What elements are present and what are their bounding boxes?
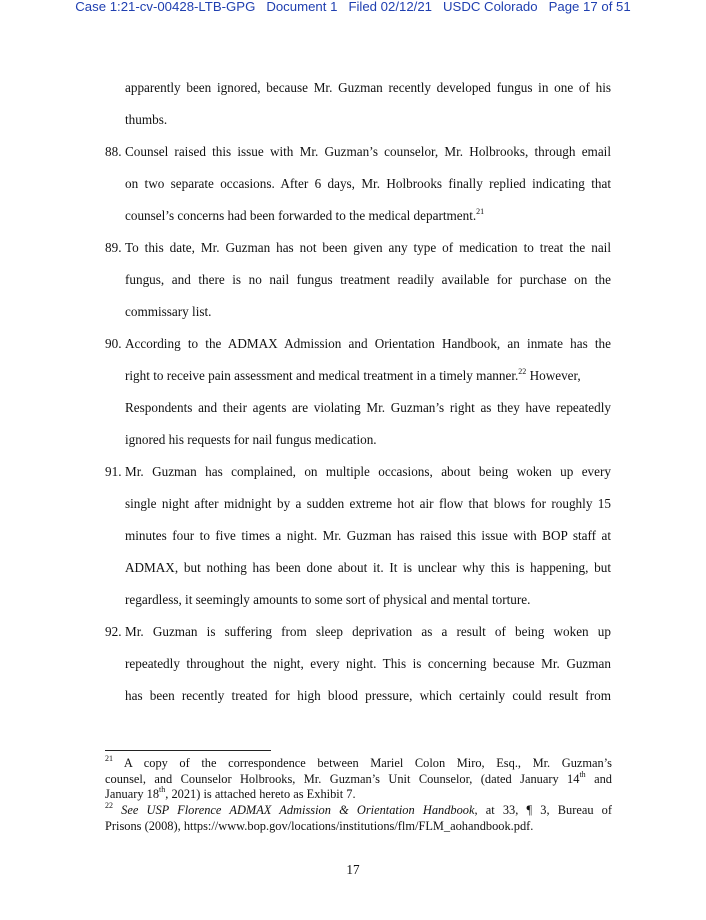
- paragraph-number: 90.: [105, 336, 122, 351]
- footnote-divider: [105, 750, 271, 751]
- footnote-ref-22: 22: [518, 367, 527, 376]
- case-header: [0, 0, 706, 18]
- paragraph-number: 91.: [105, 464, 122, 479]
- paragraph-number: 88.: [105, 144, 122, 159]
- footnote-marker: 22: [105, 801, 113, 810]
- paragraph-line: Respondents and their agents are violating Mr. Guzman’s right as they have repeatedly: [125, 400, 611, 415]
- paragraph-line: has been recently treated for high blood pressure, which certainly could result from: [125, 688, 611, 703]
- paragraph-line: minutes four to five times a night. Mr. Guzman has raised this issue with BOP staff at: [125, 528, 611, 543]
- continuation-line: thumbs.: [125, 112, 168, 127]
- paragraph-line: repeatedly throughout the night, every night. This is concerning because Mr. Guzman: [125, 656, 611, 671]
- court-name: USDC Colorado: [443, 0, 538, 14]
- handbook-url: Prisons (2008), https://www.bop.gov/locations/institutions/flm/FLM_aohandbook.pdf.: [105, 818, 534, 833]
- paragraph-line: commissary list.: [125, 304, 212, 319]
- paragraph-line: regardless, it seemingly amounts to some sort of physical and mental torture.: [125, 592, 531, 607]
- handbook-title: USP Florence ADMAX Admission & Orientation Handbook: [138, 803, 475, 817]
- paragraph-number: 92.: [105, 624, 122, 639]
- paragraph-line: counsel’s concerns had been forwarded to the medical department.$^{21}$: [125, 207, 485, 223]
- footnote-marker: 21: [105, 754, 113, 763]
- paragraph-line: fungus, and there is no nail fungus treatment readily available for purchase on the: [125, 272, 611, 287]
- paragraph-line: Mr. Guzman is suffering from sleep deprivation as a result of being woken up: [125, 624, 611, 639]
- paragraph-line: According to the ADMAX Admission and Orientation Handbook, an inmate has the: [125, 336, 611, 351]
- footnote-21: $^{21}$ A copy of the correspondence between Mariel Colon Miro, Esq., Mr. Guzman’s counsel, and Counselor Holbrooks, Mr. Guzman’s Unit Counselor, (dated January 14th and January 18th, 2021) is attached hereto as Exhibit 7.: [105, 754, 612, 801]
- paragraph-line: To this date, Mr. Guzman has not been given any type of medication to treat the nail: [125, 240, 611, 255]
- paragraph-line: on two separate occasions. After 6 days, Mr. Holbrooks finally replied indicating that: [125, 176, 611, 191]
- case-number: Case 1:21-cv-00428-LTB-GPG: [75, 0, 256, 14]
- filed-date: Filed 02/12/21: [348, 0, 433, 14]
- footnote-ref-21: 21: [476, 207, 485, 216]
- footnote-22: $^{22}$ See USP Florence ADMAX Admission & Orientation Handbook, at 33, ¶ 3, Bureau of Prisons (2008), https://www.bop.gov/locations/institutions/flm/FLM_aohandbook.pdf.: [105, 801, 612, 833]
- paragraph-line: Mr. Guzman has complained, on multiple occasions, about being woken up every: [125, 464, 611, 479]
- continuation-line: apparently been ignored, because Mr. Guzman recently developed fungus in one of his: [125, 80, 611, 95]
- paragraph-number: 89.: [105, 240, 122, 255]
- paragraph-line: right to receive pain assessment and medical treatment in a timely manner.$^{22}$ However,: [125, 367, 581, 383]
- paragraph-line: Counsel raised this issue with Mr. Guzman’s counselor, Mr. Holbrooks, through email: [125, 144, 611, 159]
- page-number: 17: [346, 862, 360, 877]
- paragraph-line: ignored his requests for nail fungus medication.: [125, 432, 377, 447]
- paragraph-line: single night after midnight by a sudden extreme hot air flow that blows for roughly 15: [125, 496, 611, 511]
- paragraph-line: ADMAX, but nothing has been done about it. It is unclear why this is happening, but: [125, 560, 611, 575]
- page-count: Page 17 of 51: [548, 0, 631, 14]
- document-number: Document 1: [266, 0, 338, 14]
